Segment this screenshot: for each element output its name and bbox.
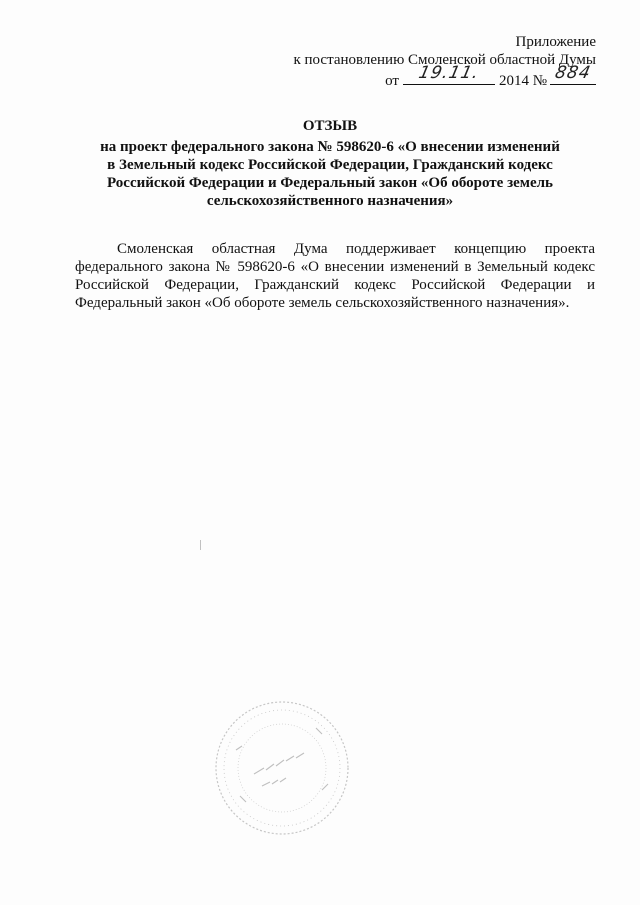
date-prefix: от bbox=[385, 73, 399, 89]
appendix-date-line bbox=[266, 63, 596, 90]
number-blank bbox=[550, 63, 596, 85]
year: 2014 bbox=[498, 73, 529, 89]
scan-artifact bbox=[200, 540, 201, 550]
title-line: сельскохозяйственного назначения» bbox=[206, 193, 454, 209]
appendix-header bbox=[266, 33, 596, 90]
title-line: в Земельный кодекс Российской Федерации, Гражданский кодекс bbox=[107, 157, 553, 173]
appendix-resolution-ref: к постановлению Смоленской областной Думы bbox=[293, 52, 596, 68]
date-blank bbox=[403, 63, 495, 85]
body-paragraph bbox=[75, 240, 595, 312]
title-line: на проект федерального закона № 598620-6 «О внесении изменений bbox=[100, 139, 560, 155]
round-seal-icon bbox=[212, 698, 352, 838]
title-heading: ОТЗЫВ bbox=[302, 118, 358, 134]
title-line: Российской Федерации и Федеральный закон «Об обороте земель bbox=[107, 175, 553, 191]
handwritten-date: 19.11. bbox=[416, 63, 482, 83]
handwritten-number: 884 bbox=[553, 63, 593, 83]
body-paragraph-text: Смоленская областная Дума поддерживает концепцию проекта федерального закона № 598620-6 «О внесении изменений в Земельный кодекс Российской Федерации, Гражданский кодекс Российской Федерации и Федеральный закон «Об обороте земель сельскохозяйственного назначения». bbox=[75, 241, 595, 311]
number-sign: № bbox=[532, 73, 547, 89]
document-title bbox=[60, 117, 600, 210]
appendix-label: Приложение bbox=[515, 34, 596, 50]
